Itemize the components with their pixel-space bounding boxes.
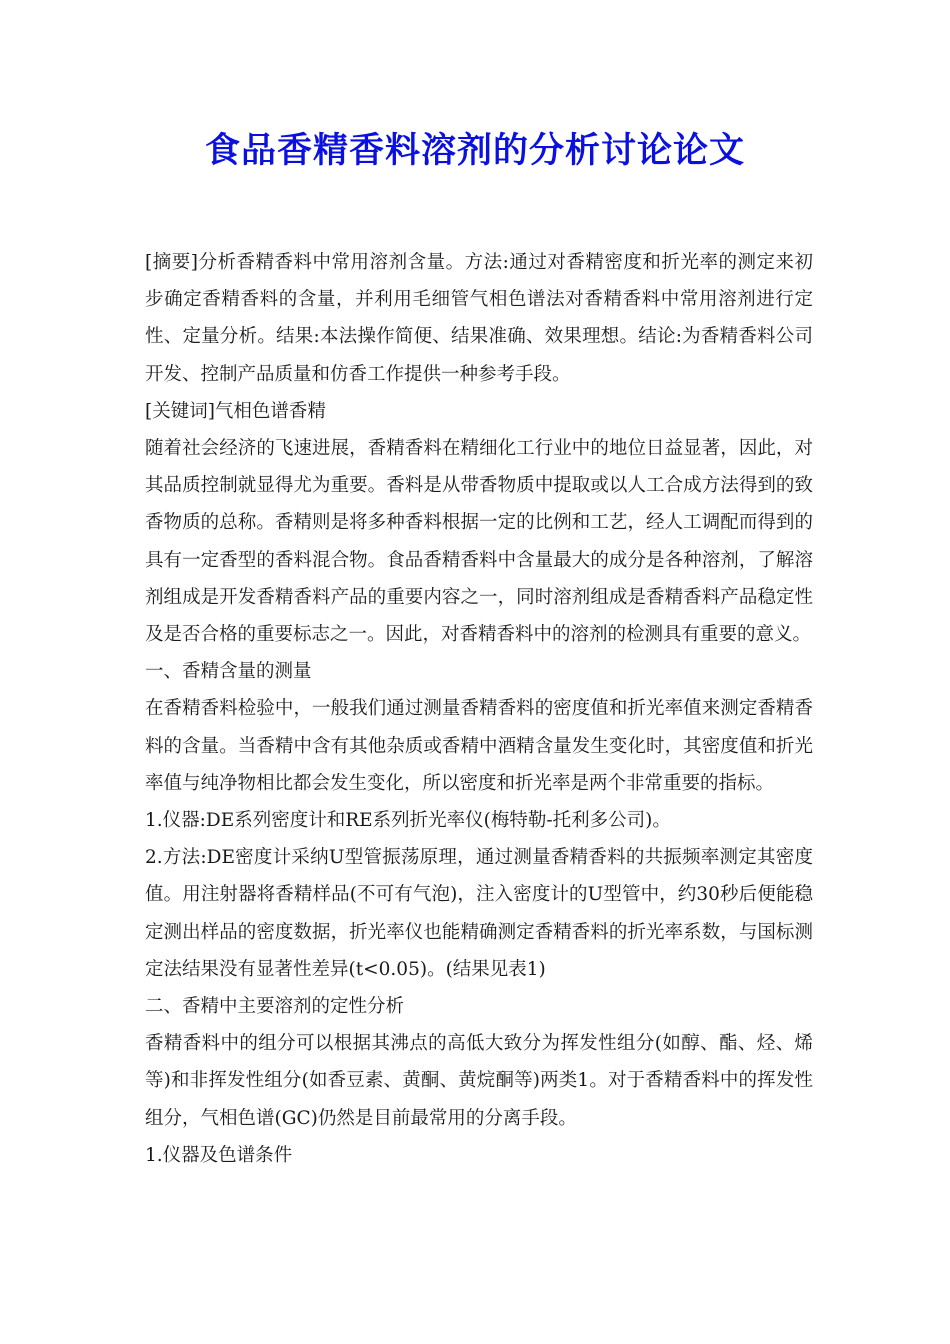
document-body [145, 244, 813, 1174]
section-2-paragraph: 香精香料中的组分可以根据其沸点的高低大致分为挥发性组分(如醇、酯、烃、烯等)和非挥发性组分(如香豆素、黄酮、黄烷酮等)两类1。对于香精香料中的挥发性组分，气相色谱(GC)仍然是目前最常用的分离手段。 [145, 1033, 813, 1129]
keywords-paragraph: [关键词]气相色谱香精 [145, 400, 326, 422]
section-heading-2: 二、香精中主要溶剂的定性分析 [145, 996, 405, 1018]
section-2-item-1: 1.仪器及色谱条件 [145, 1144, 293, 1166]
abstract-paragraph: [摘要]分析香精香料中常用溶剂含量。方法:通过对香精密度和折光率的测定来初步确定香精香料的含量，并利用毛细管气相色谱法对香精香料中常用溶剂进行定性、定量分析。结果:本法操作简便、结果准确、效果理想。结论:为香精香料公司开发、控制产品质量和仿香工作提供一种参考手段。 [145, 252, 813, 385]
section-heading-1: 一、香精含量的测量 [145, 661, 312, 683]
section-1-item-2: 2.方法:DE密度计采纳U型管振荡原理，通过测量香精香料的共振频率测定其密度值。用注射器将香精样品(不可有气泡)，注入密度计的U型管中，约30秒后便能稳定测出样品的密度数据，折光率仪也能精确测定香精香料的折光率系数，与国标测定法结果没有显著性差异(t<0.05)。(结果见表1) [145, 847, 813, 980]
section-1-item-1: 1.仪器:DE系列密度计和RE系列折光率仪(梅特勒-托利多公司)。 [145, 810, 671, 832]
section-1-paragraph: 在香精香料检验中，一般我们通过测量香精香料的密度值和折光率值来测定香精香料的含量。当香精中含有其他杂质或香精中酒精含量发生变化时，其密度值和折光率值与纯净物相比都会发生变化，所以密度和折光率是两个非常重要的指标。 [145, 698, 813, 794]
document-title: 食品香精香料溶剂的分析讨论论文 [204, 131, 745, 171]
intro-paragraph: 随着社会经济的飞速进展，香精香料在精细化工行业中的地位日益显著，因此，对其品质控制就显得尤为重要。香料是从带香物质中提取或以人工合成方法得到的致香物质的总称。香精则是将多种香料根据一定的比例和工艺，经人工调配而得到的具有一定香型的香料混合物。食品香精香料中含量最大的成分是各种溶剂，了解溶剂组成是开发香精香料产品的重要内容之一，同时溶剂组成是香精香料产品稳定性及是否合格的重要标志之一。因此，对香精香料中的溶剂的检测具有重要的意义。 [145, 438, 813, 646]
